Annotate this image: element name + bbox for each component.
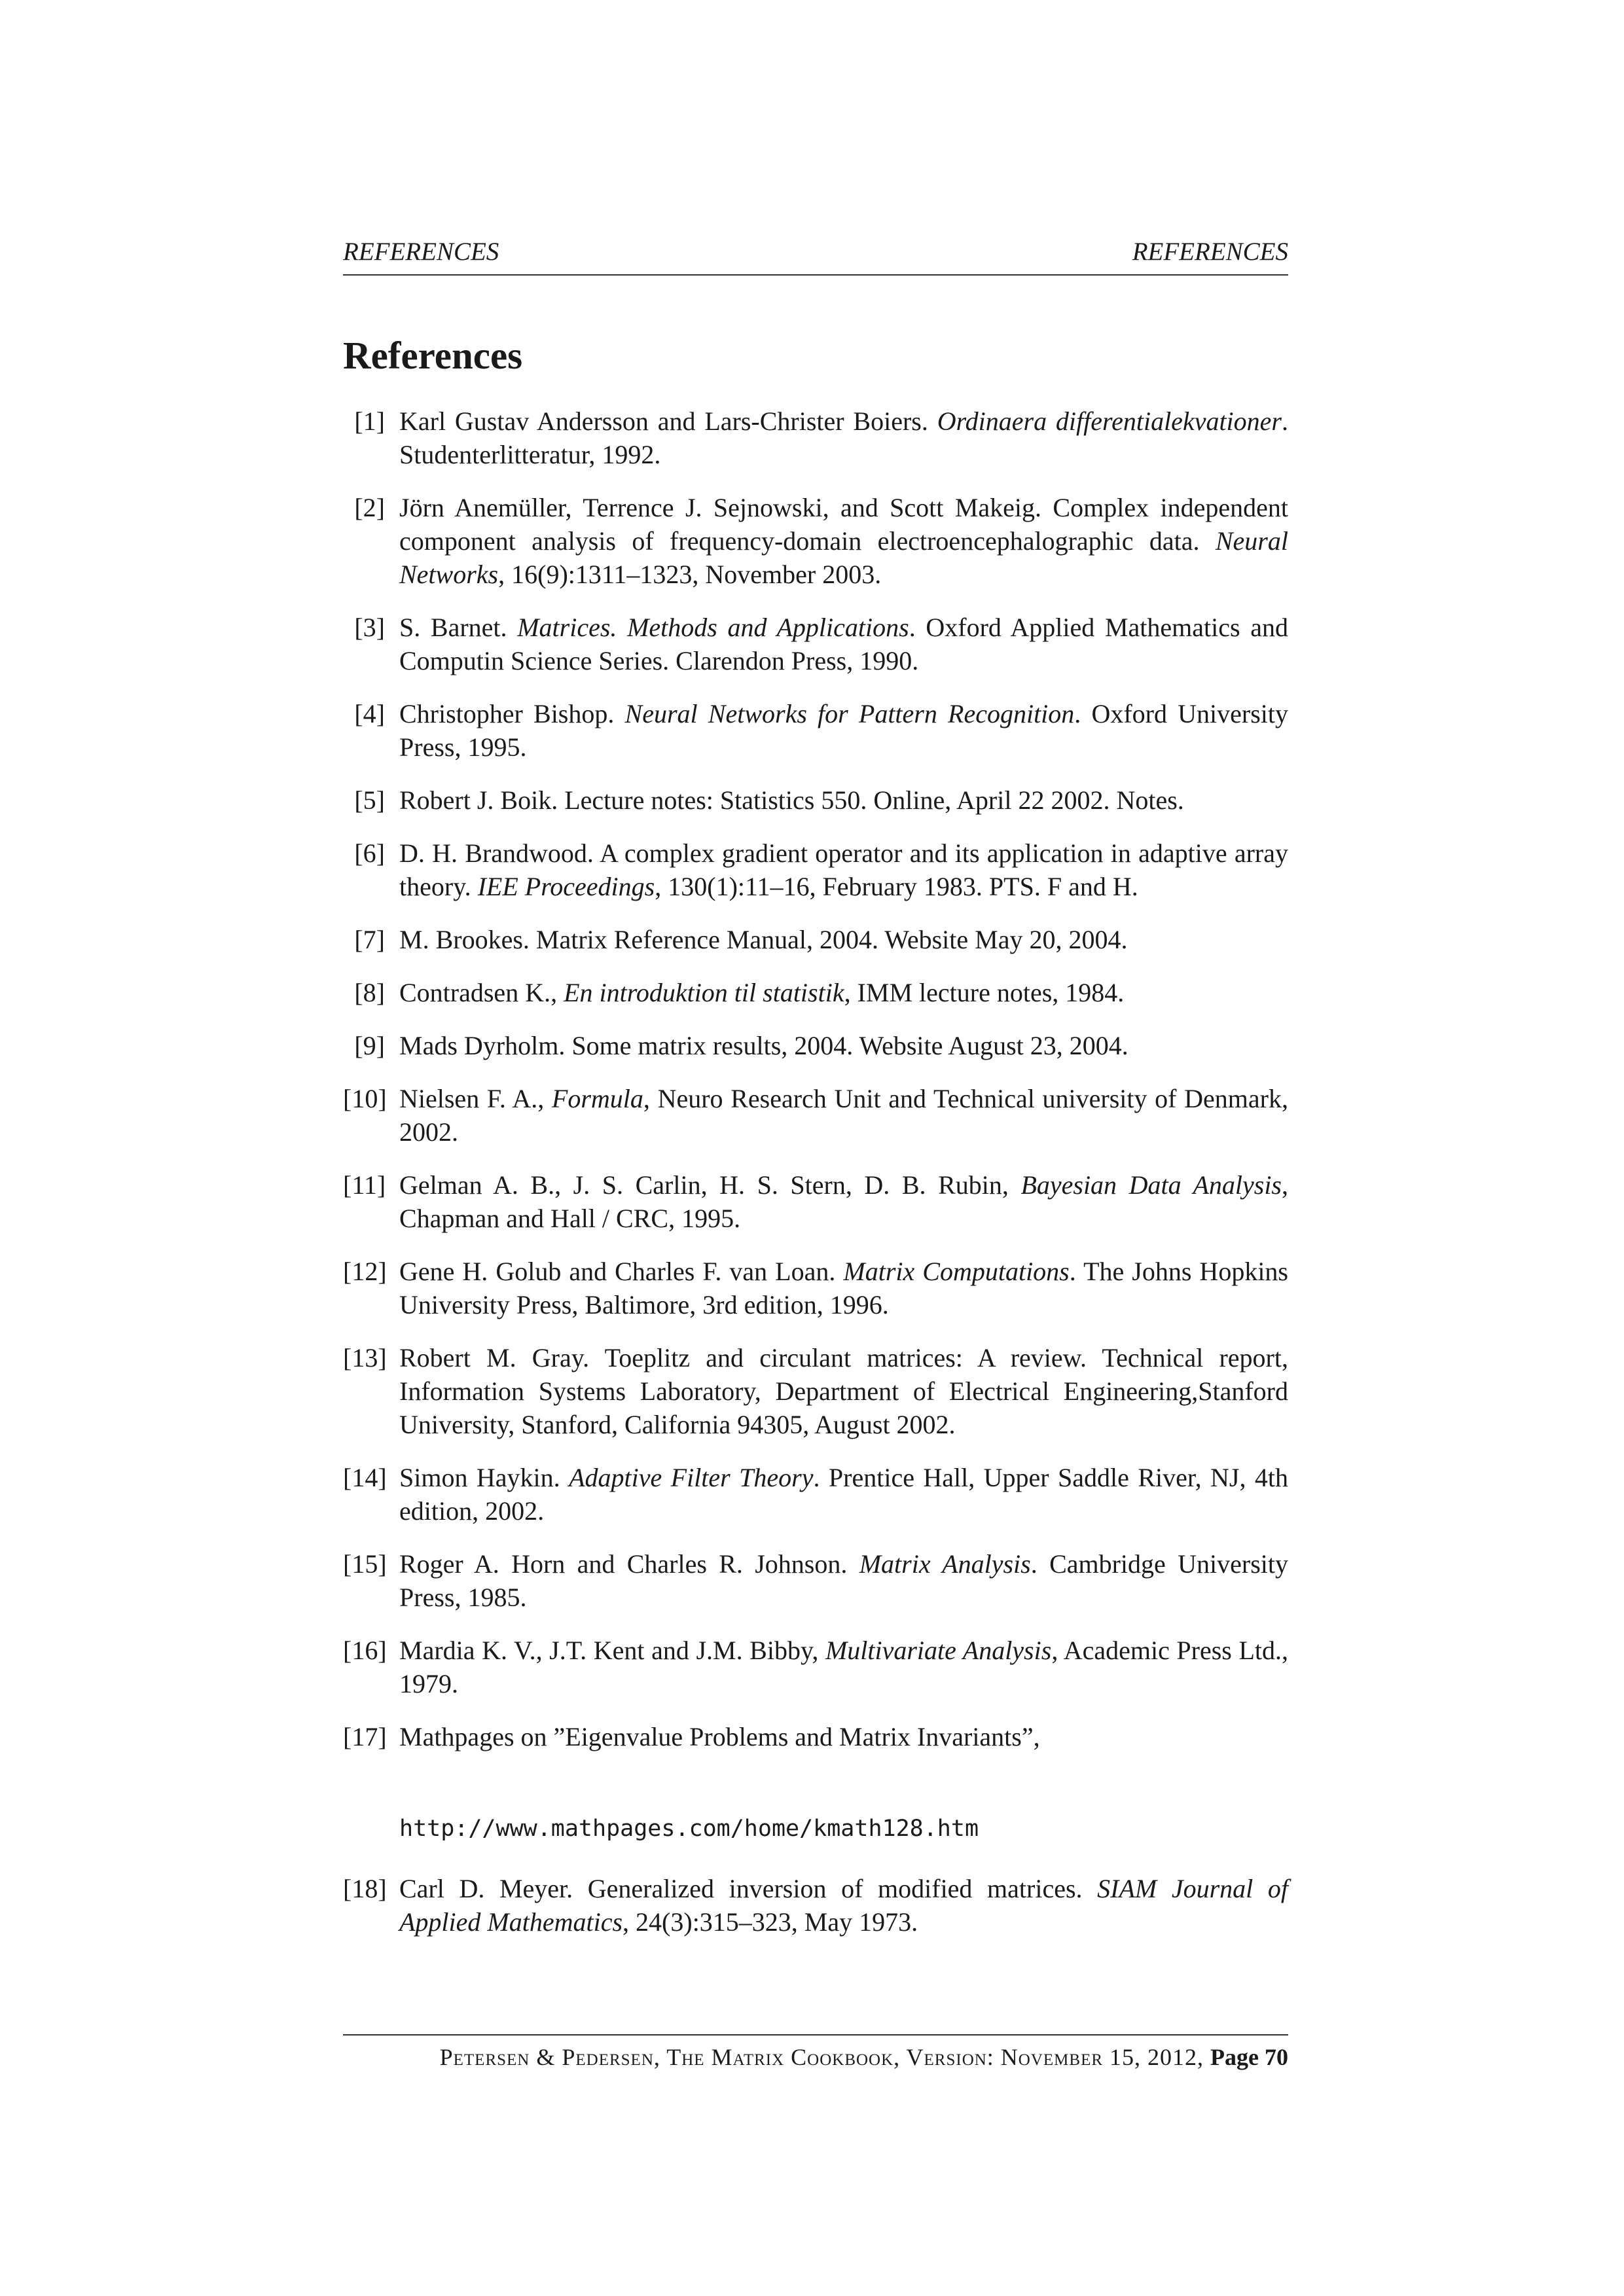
reference-number: [5] bbox=[354, 785, 385, 815]
header-left: REFERENCES bbox=[343, 238, 499, 266]
header-rule bbox=[343, 274, 1288, 276]
reference-url-link[interactable]: http://www.mathpages.com/home/kmath128.htm bbox=[399, 1816, 979, 1842]
reference-number: [3] bbox=[354, 613, 385, 642]
reference-item bbox=[343, 1872, 1288, 1939]
reference-item bbox=[343, 1168, 1288, 1235]
reference-text: Mathpages on ”Eigenvalue Problems and Matrix Invariants”, http://www.mathpages.com/home/kmath128.htm bbox=[399, 1720, 1288, 1852]
reference-number: [7] bbox=[354, 925, 385, 954]
reference-text: Jörn Anemüller, Terrence J. Sejnowski, and Scott Makeig. Complex independent component analysis of frequency-domain electroencephalographic data. Neural Networks, 16(9):1311–1323, November 2003. bbox=[399, 493, 1288, 589]
reference-number: [12] bbox=[343, 1257, 387, 1286]
reference-item bbox=[343, 1547, 1288, 1614]
reference-text: M. Brookes. Matrix Reference Manual, 2004. Website May 20, 2004. bbox=[399, 925, 1128, 954]
reference-item bbox=[343, 611, 1288, 677]
reference-item bbox=[343, 697, 1288, 764]
reference-text: Mardia K. V., J.T. Kent and J.M. Bibby, Multivariate Analysis, Academic Press Ltd., 1979. bbox=[399, 1636, 1288, 1698]
page-number: Page 70 bbox=[1210, 2044, 1288, 2070]
reference-item bbox=[343, 923, 1288, 956]
reference-text: Carl D. Meyer. Generalized inversion of modified matrices. SIAM Journal of Applied Mathematics, 24(3):315–323, May 1973. bbox=[399, 1874, 1289, 1937]
section-title: References bbox=[343, 334, 523, 377]
header-right: REFERENCES bbox=[1132, 238, 1288, 266]
reference-number: [8] bbox=[354, 978, 385, 1007]
reference-text: Gene H. Golub and Charles F. van Loan. Matrix Computations. The Johns Hopkins University Press, Baltimore, 3rd edition, 1996. bbox=[399, 1257, 1288, 1319]
reference-item bbox=[343, 1255, 1288, 1321]
reference-item bbox=[343, 491, 1288, 591]
reference-number: [11] bbox=[343, 1170, 386, 1200]
reference-text: D. H. Brandwood. A complex gradient operator and its application in adaptive array theory. IEE Proceedings, 130(1):11–16, February 1983. PTS. F and H. bbox=[399, 838, 1288, 901]
reference-text: Simon Haykin. Adaptive Filter Theory. Prentice Hall, Upper Saddle River, NJ, 4th edition, 2002. bbox=[399, 1463, 1288, 1526]
reference-list bbox=[343, 404, 1288, 1958]
reference-text: Nielsen F. A., Formula, Neuro Research Unit and Technical university of Denmark, 2002. bbox=[399, 1084, 1288, 1147]
reference-number: [13] bbox=[343, 1343, 387, 1372]
reference-item bbox=[343, 1341, 1288, 1441]
reference-item bbox=[343, 1461, 1288, 1528]
reference-number: [18] bbox=[343, 1874, 387, 1903]
footer-rule bbox=[343, 2034, 1288, 2036]
reference-number: [15] bbox=[343, 1549, 387, 1579]
reference-item bbox=[343, 1720, 1288, 1852]
reference-text: S. Barnet. Matrices. Methods and Applications. Oxford Applied Mathematics and Computin Science Series. Clarendon Press, 1990. bbox=[399, 613, 1288, 675]
reference-text: Roger A. Horn and Charles R. Johnson. Matrix Analysis. Cambridge University Press, 1985. bbox=[399, 1549, 1288, 1612]
reference-text: Robert J. Boik. Lecture notes: Statistics 550. Online, April 22 2002. Notes. bbox=[399, 785, 1184, 815]
reference-item bbox=[343, 783, 1288, 817]
reference-item bbox=[343, 1634, 1288, 1700]
running-header bbox=[343, 237, 1288, 268]
reference-text: Gelman A. B., J. S. Carlin, H. S. Stern, D. B. Rubin, Bayesian Data Analysis, Chapman and Hall / CRC, 1995. bbox=[399, 1170, 1289, 1233]
reference-item bbox=[343, 1082, 1288, 1149]
reference-number: [10] bbox=[343, 1084, 387, 1113]
reference-number: [9] bbox=[354, 1031, 385, 1060]
page-footer bbox=[343, 2043, 1288, 2071]
footer-text: Petersen & Pedersen, The Matrix Cookbook, Version: November 15, 2012, bbox=[439, 2044, 1211, 2070]
reference-number: [4] bbox=[354, 699, 385, 728]
reference-item bbox=[343, 836, 1288, 903]
reference-text: Contradsen K., En introduktion til statistik, IMM lecture notes, 1984. bbox=[399, 978, 1125, 1007]
reference-text: Karl Gustav Andersson and Lars-Christer Boiers. Ordinaera differentialekvationer. Studenterlitteratur, 1992. bbox=[399, 406, 1288, 469]
reference-number: [16] bbox=[343, 1636, 387, 1665]
reference-number: [14] bbox=[343, 1463, 387, 1492]
reference-number: [2] bbox=[354, 493, 385, 522]
reference-text: Mads Dyrholm. Some matrix results, 2004. Website August 23, 2004. bbox=[399, 1031, 1128, 1060]
reference-number: [1] bbox=[354, 406, 385, 436]
reference-text: Robert M. Gray. Toeplitz and circulant matrices: A review. Technical report, Information Systems Laboratory, Department of Electrical Engineering,Stanford University, Stanford, California 94305, August 2002. bbox=[399, 1343, 1288, 1439]
reference-item bbox=[343, 976, 1288, 1009]
reference-number: [6] bbox=[354, 838, 385, 868]
reference-text: Christopher Bishop. Neural Networks for Pattern Recognition. Oxford University Press, 1995. bbox=[399, 699, 1288, 762]
reference-number: [17] bbox=[343, 1722, 387, 1751]
reference-item bbox=[343, 404, 1288, 471]
reference-item bbox=[343, 1029, 1288, 1062]
